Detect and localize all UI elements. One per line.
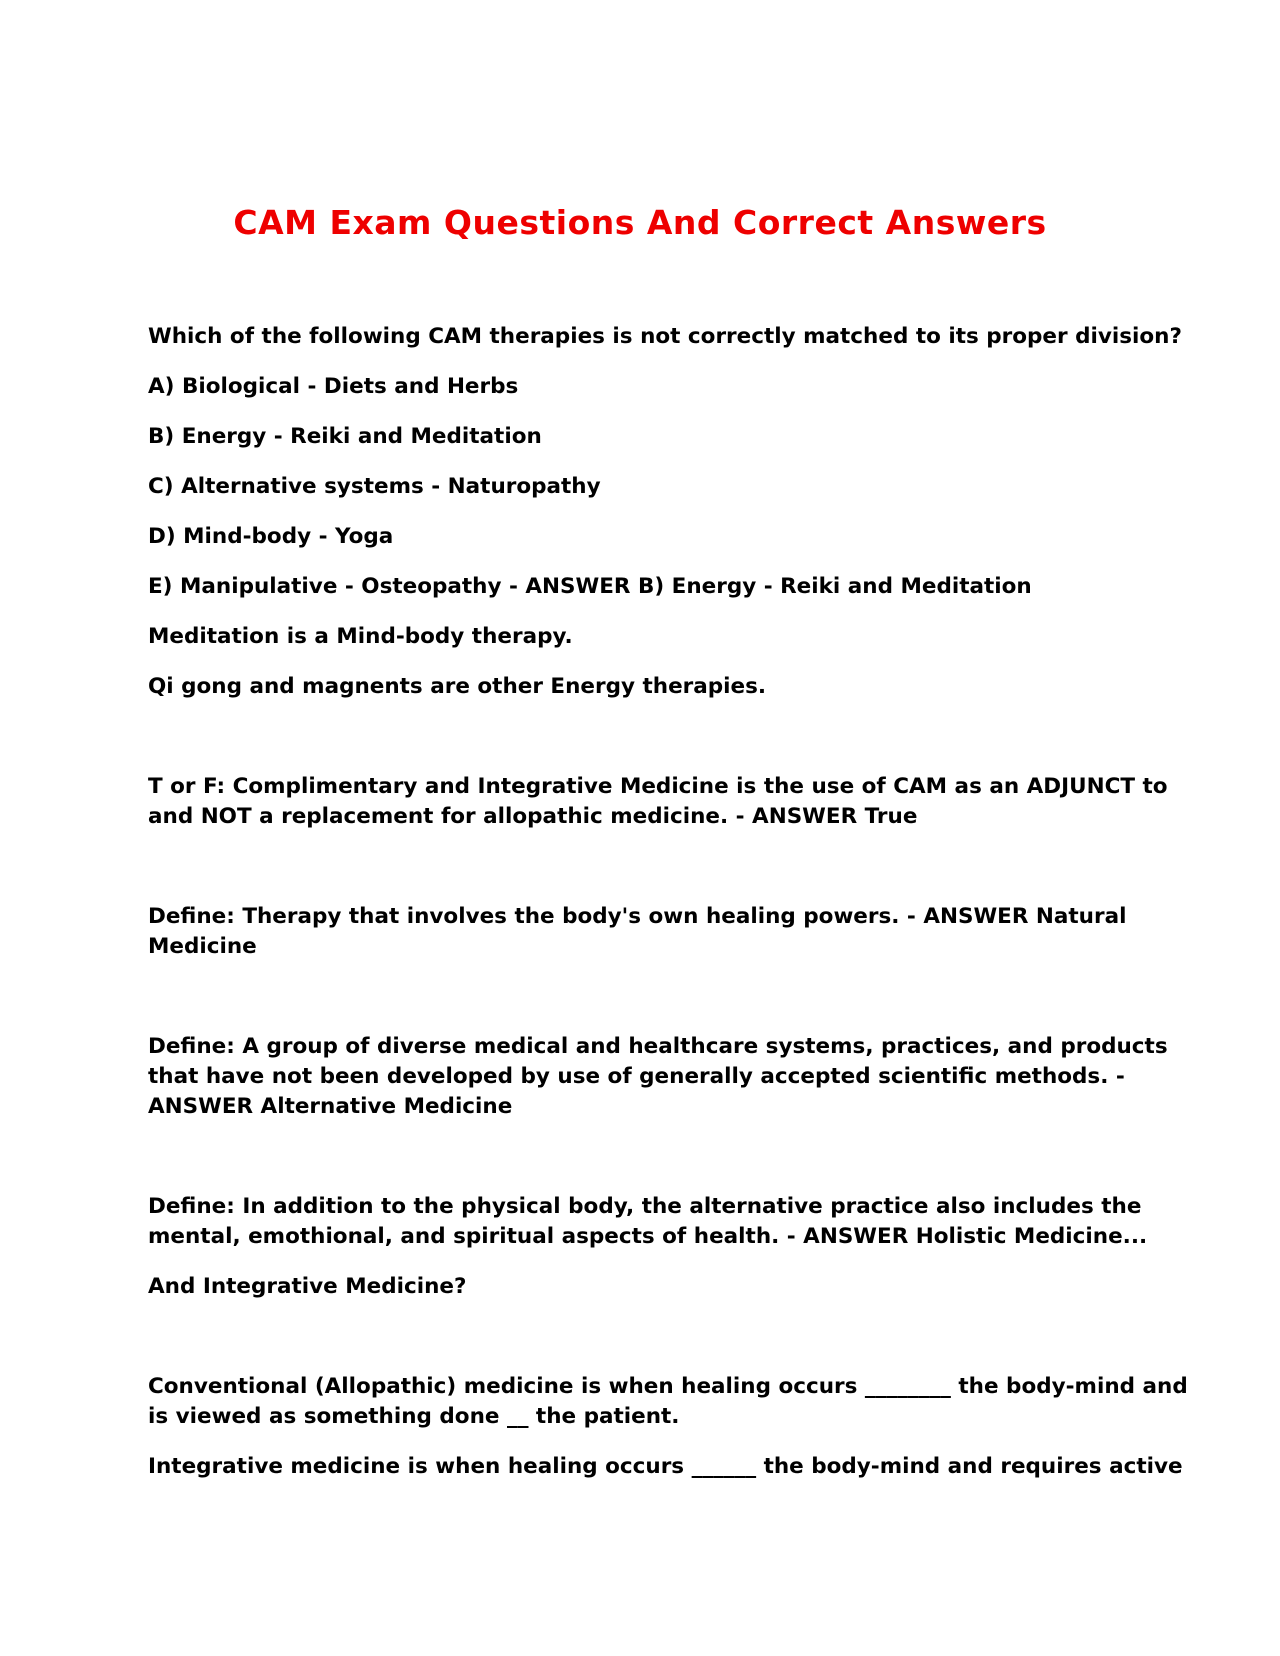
question-6-line-3: Integrative medicine is when healing occurs ______ the body-mind and requires active [148, 1454, 1183, 1479]
question-5-followup: And Integrative Medicine? [148, 1274, 467, 1299]
question-4-line-3: ANSWER Alternative Medicine [148, 1094, 513, 1119]
question-6-line-2: is viewed as something done __ the patient. [148, 1404, 680, 1429]
question-3-line-1: Define: Therapy that involves the body's own healing powers. - ANSWER Natural [148, 904, 1127, 929]
question-1-option-e-answer: E) Manipulative - Osteopathy - ANSWER B) Energy - Reiki and Meditation [148, 574, 1032, 599]
question-1-option-a: A) Biological - Diets and Herbs [148, 374, 519, 399]
question-1-option-d: D) Mind-body - Yoga [148, 524, 394, 549]
question-1-option-b: B) Energy - Reiki and Meditation [148, 424, 542, 449]
question-4-line-1: Define: A group of diverse medical and healthcare systems, practices, and products [148, 1034, 1168, 1059]
question-6-line-1: Conventional (Allopathic) medicine is when healing occurs ________ the body-mind and [148, 1374, 1188, 1399]
question-2-line-2: and NOT a replacement for allopathic medicine. - ANSWER True [148, 804, 918, 829]
question-5-line-2: mental, emothional, and spiritual aspects of health. - ANSWER Holistic Medicine... [148, 1224, 1148, 1249]
document-title: CAM Exam Questions And Correct Answers [233, 203, 1047, 242]
question-3-line-2: Medicine [148, 934, 257, 959]
question-1-prompt: Which of the following CAM therapies is not correctly matched to its proper division? [148, 324, 1182, 349]
question-1-note-1: Meditation is a Mind-body therapy. [148, 624, 573, 649]
question-2-line-1: T or F: Complimentary and Integrative Medicine is the use of CAM as an ADJUNCT to [148, 774, 1168, 799]
question-1-option-c: C) Alternative systems - Naturopathy [148, 474, 601, 499]
question-5-line-1: Define: In addition to the physical body, the alternative practice also includes the [148, 1194, 1142, 1219]
question-1-note-2: Qi gong and magnents are other Energy therapies. [148, 674, 767, 699]
question-4-line-2: that have not been developed by use of generally accepted scientific methods. - [148, 1064, 1125, 1089]
